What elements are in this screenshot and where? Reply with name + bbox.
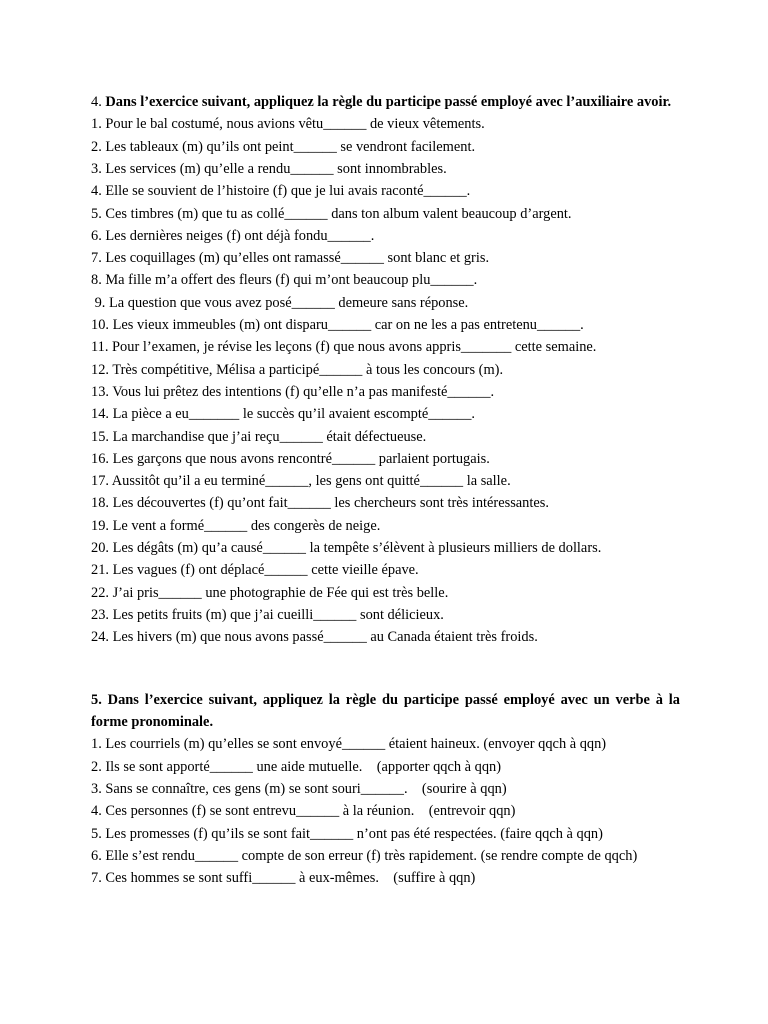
exercise-item: 22. J’ai pris______ une photographie de Fée qui est très belle. bbox=[91, 584, 449, 601]
exercise-item: 16. Les garçons que nous avons rencontré______ parlaient portugais. bbox=[91, 450, 490, 467]
exercise-4-heading bbox=[91, 91, 680, 113]
exercise-5-title: Dans l’exercice suivant, appliquez la règle du participe passé employé avec un verbe à la forme pronominale. bbox=[91, 691, 680, 730]
exercise-item: 10. Les vieux immeubles (m) ont disparu______ car on ne les a pas entretenu______. bbox=[91, 317, 584, 334]
exercise-item: 1. Les courriels (m) qu’elles se sont envoyé______ étaient haineux. (envoyer qqch à qqn) bbox=[91, 736, 607, 753]
exercise-item: 2. Ils se sont apporté______ une aide mutuelle. (apporter qqch à qqn) bbox=[91, 758, 502, 775]
exercise-item: 5. Les promesses (f) qu’ils se sont fait______ n’ont pas été respectées. (faire qqch à qqn) bbox=[91, 825, 603, 842]
exercise-item: 17. Aussitôt qu’il a eu terminé______, les gens ont quitté______ la salle. bbox=[91, 473, 511, 490]
exercise-5-number: 5. bbox=[91, 691, 102, 708]
exercise-item: 1. Pour le bal costumé, nous avions vêtu______ de vieux vêtements. bbox=[91, 116, 485, 133]
exercise-item: 11. Pour l’examen, je révise les leçons (f) que nous avons appris_______ cette semaine. bbox=[91, 339, 597, 356]
exercise-item: 8. Ma fille m’a offert des fleurs (f) qui m’ont beaucoup plu______. bbox=[91, 272, 478, 289]
exercise-item: 15. La marchandise que j’ai reçu______ était défectueuse. bbox=[91, 428, 427, 445]
exercise-item: 24. Les hivers (m) que nous avons passé______ au Canada étaient très froids. bbox=[91, 629, 538, 646]
exercise-item: 23. Les petits fruits (m) que j’ai cueilli______ sont délicieux. bbox=[91, 606, 444, 623]
exercise-5-heading bbox=[91, 689, 680, 734]
exercise-item: 6. Elle s’est rendu______ compte de son erreur (f) très rapidement. (se rendre compte de qqch) bbox=[91, 847, 638, 864]
exercise-item: 9. La question que vous avez posé______ demeure sans réponse. bbox=[91, 294, 469, 311]
exercise-item: 4. Elle se souvient de l’histoire (f) que je lui avais raconté______. bbox=[91, 183, 471, 200]
exercise-item: 7. Les coquillages (m) qu’elles ont ramassé______ sont blanc et gris. bbox=[91, 250, 490, 267]
exercise-item: 3. Les services (m) qu’elle a rendu______ sont innombrables. bbox=[91, 161, 447, 177]
exercise-item: 7. Ces hommes se sont suffi______ à eux-mêmes. (suffire à qqn) bbox=[91, 870, 476, 887]
exercise-item: 4. Ces personnes (f) se sont entrevu______ à la réunion. (entrevoir qqn) bbox=[91, 803, 516, 820]
exercise-item: 3. Sans se connaître, ces gens (m) se sont souri______. (sourire à qqn) bbox=[91, 780, 507, 797]
exercise-item: 14. La pièce a eu_______ le succès qu’il avaient escompté______. bbox=[91, 406, 476, 423]
exercise-item: 6. Les dernières neiges (f) ont déjà fondu______. bbox=[91, 227, 375, 244]
exercise-item: 5. Ces timbres (m) que tu as collé______ dans ton album valent beaucoup d’argent. bbox=[91, 205, 572, 222]
exercise-4 bbox=[91, 91, 680, 649]
exercise-item: 19. Le vent a formé______ des congerès de neige. bbox=[91, 517, 381, 534]
exercise-item: 20. Les dégâts (m) qu’a causé______ la tempête s’élèvent à plusieurs milliers de dollars. bbox=[91, 540, 602, 557]
exercise-item: 12. Très compétitive, Mélisa a participé______ à tous les concours (m). bbox=[91, 361, 504, 378]
exercise-5-items bbox=[91, 733, 680, 889]
exercise-item: 13. Vous lui prêtez des intentions (f) qu’elle n’a pas manifesté______. bbox=[91, 383, 495, 400]
exercise-item: 18. Les découvertes (f) qu’ont fait______ les chercheurs sont très intéressantes. bbox=[91, 495, 549, 512]
exercise-item: 2. Les tableaux (m) qu’ils ont peint______ se vendront facilement. bbox=[91, 138, 476, 155]
exercise-item: 21. Les vagues (f) ont déplacé______ cette vieille épave. bbox=[91, 562, 419, 579]
exercise-5 bbox=[91, 689, 680, 890]
exercise-4-items bbox=[91, 113, 680, 648]
exercise-4-title: Dans l’exercice suivant, appliquez la règle du participe passé employé avec l’auxiliaire avoir. bbox=[105, 94, 672, 110]
exercise-4-number: 4. bbox=[91, 94, 102, 110]
